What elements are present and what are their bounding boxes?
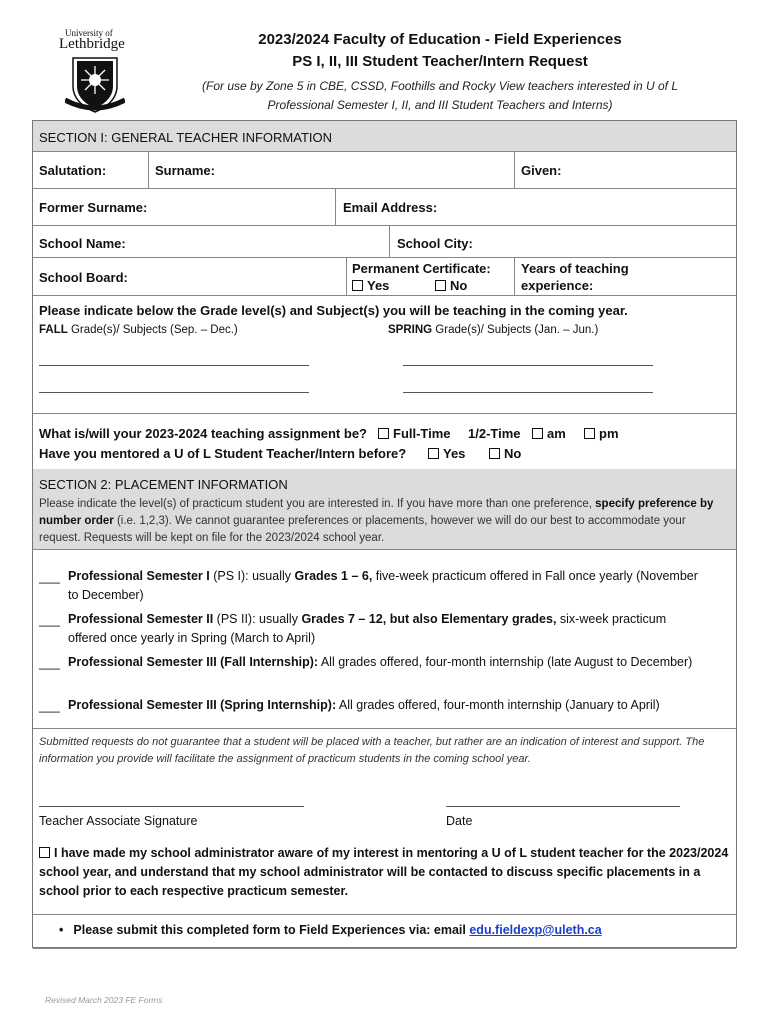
ps2-title: Professional Semester II: [68, 612, 214, 626]
admin-statement-text: I have made my school administrator aware of my interest in mentoring a U of L student teacher for the 2023/2024 school year, and understand that my school administrator will be contacted to discuss specific placements in a school prior to each respective practicum semester.: [39, 846, 729, 898]
ps3-spring-option: [68, 696, 708, 715]
ps2-grades: Grades 7 – 12, but also Elementary grades,: [301, 612, 557, 626]
intro-emphasis: specify preference by number order: [39, 498, 714, 527]
mentored-no-label: No: [504, 446, 522, 461]
usage-note-line1: (For use by Zone 5 in CBE, CSSD, Foothills and Rocky View teachers interested in U of L: [202, 79, 678, 93]
crest-icon: [65, 56, 125, 114]
ps3-spring-title: Professional Semester III (Spring Internship):: [68, 698, 337, 712]
intro-text-a: Please indicate the level(s) of practicum student you are interested in. If you have more than one preference,: [39, 498, 596, 510]
spring-grades-label: [388, 324, 598, 336]
ps2-details: six-week practicum offered once yearly in Spring (March to April): [68, 612, 667, 645]
ps1-details: five-week practicum offered in Fall once yearly (November to December): [68, 569, 698, 602]
school-city-field[interactable]: School City:: [397, 236, 473, 251]
ps1-blank[interactable]: ___: [39, 570, 60, 584]
ps3-fall-blank[interactable]: ___: [39, 656, 60, 670]
date-line[interactable]: [446, 806, 680, 807]
checkbox-icon[interactable]: [532, 428, 543, 439]
spring-label: SPRING: [388, 324, 433, 336]
fall-grades-label: [39, 324, 238, 336]
form-title: 2023/2024 Faculty of Education - Field Experiences: [258, 31, 622, 48]
certificate-no-option[interactable]: [435, 278, 467, 293]
fall-line-2[interactable]: [39, 392, 309, 393]
signature-line[interactable]: [39, 806, 304, 807]
section2-heading: SECTION 2: PLACEMENT INFORMATION: [39, 477, 288, 492]
full-time-option[interactable]: [378, 426, 451, 441]
fall-label: FALL: [39, 324, 68, 336]
ps3-spring-blank[interactable]: ___: [39, 699, 60, 713]
logo-lethbridge: Lethbridge: [59, 36, 125, 52]
pm-option[interactable]: [584, 426, 619, 441]
request-form: [32, 120, 737, 948]
checkbox-icon[interactable]: [352, 280, 363, 291]
given-name-field[interactable]: Given:: [521, 163, 562, 178]
ps3-fall-option: [68, 653, 708, 672]
permanent-certificate-label: Permanent Certificate:: [352, 261, 491, 276]
placement-disclaimer: Submitted requests do not guarantee that a student will be placed with a teacher, but rather are an indication of interest and support. The information you provide will facilitate the assignment of practicum students in the coming school year.: [39, 736, 705, 765]
ps1-text: (PS I): usually: [209, 569, 295, 583]
checkbox-icon[interactable]: [378, 428, 389, 439]
checkbox-icon[interactable]: [489, 448, 500, 459]
mentored-question: Have you mentored a U of L Student Teacher/Intern before?: [39, 446, 407, 461]
bullet-icon: •: [59, 923, 64, 937]
former-surname-field[interactable]: Former Surname:: [39, 200, 148, 215]
intro-text-c: (i.e. 1,2,3). We cannot guarantee preferences or placements, however we will do our best to accommodate your request. Requests will be kept on file for the 2023/2024 school year.: [39, 515, 686, 544]
email-field[interactable]: Email Address:: [343, 200, 438, 215]
surname-field[interactable]: Surname:: [155, 163, 215, 178]
spring-line-2[interactable]: [403, 392, 653, 393]
form-usage-note: [150, 77, 730, 115]
spring-line-1[interactable]: [403, 365, 653, 366]
admin-statement: [39, 844, 734, 901]
checkbox-icon[interactable]: [584, 428, 595, 439]
school-board-field[interactable]: School Board:: [39, 270, 128, 285]
assignment-question: [39, 426, 367, 441]
ps2-text: (PS II): usually: [213, 612, 302, 626]
full-time-label: Full-Time: [393, 426, 451, 441]
ps3-fall-details: All grades offered, four-month internship (late August to December): [318, 655, 693, 669]
half-time-label: 1/2-Time: [468, 426, 521, 441]
certificate-yes-label: Yes: [367, 278, 390, 293]
fall-range: Grade(s)/ Subjects (Sep. – Dec.): [67, 324, 238, 336]
school-name-field[interactable]: School Name:: [39, 236, 126, 251]
am-option[interactable]: [532, 426, 566, 441]
revision-footer: Revised March 2023 FE Forms: [45, 995, 163, 1005]
section1-heading: SECTION I: GENERAL TEACHER INFORMATION: [39, 130, 333, 145]
section2-intro: [39, 496, 729, 547]
assignment-question-text: What is/will your 2023-2024 teaching assignment be?: [39, 426, 367, 441]
fall-line-1[interactable]: [39, 365, 309, 366]
date-label: Date: [446, 814, 473, 828]
years-teaching-field[interactable]: experience:: [521, 278, 594, 293]
submit-email-link[interactable]: edu.fieldexp@uleth.ca: [469, 923, 602, 937]
certificate-yes-option[interactable]: [352, 278, 389, 293]
mentored-no-option[interactable]: [489, 446, 521, 461]
mentored-yes-label: Yes: [443, 446, 466, 461]
mentored-yes-option[interactable]: [428, 446, 465, 461]
certificate-no-label: No: [450, 278, 468, 293]
salutation-field[interactable]: Salutation:: [39, 163, 107, 178]
ps2-blank[interactable]: ___: [39, 613, 60, 627]
checkbox-icon[interactable]: [435, 280, 446, 291]
ps1-title: Professional Semester I: [68, 569, 210, 583]
ps3-fall-title: Professional Semester III (Fall Internship):: [68, 655, 319, 669]
admin-checkbox-icon[interactable]: [39, 847, 50, 858]
spring-range: Grade(s)/ Subjects (Jan. – Jun.): [432, 324, 599, 336]
usage-note-line2: Professional Semester I, II, and III Student Teachers and Interns): [267, 98, 613, 112]
years-teaching-label-1: Years of teaching: [521, 261, 629, 276]
ps2-option: [68, 610, 708, 648]
submit-instructions: [59, 923, 602, 937]
form-subtitle: PS I, II, III Student Teacher/Intern Request: [292, 53, 588, 70]
am-label: am: [547, 426, 566, 441]
ps1-grades: Grades 1 – 6,: [294, 569, 373, 583]
university-logo: [55, 28, 135, 113]
ps1-option: [68, 567, 708, 605]
grade-subject-prompt: Please indicate below the Grade level(s) and Subject(s) you will be teaching in the coming year.: [39, 303, 628, 318]
checkbox-icon[interactable]: [428, 448, 439, 459]
ps3-spring-details: All grades offered, four-month internship (January to April): [336, 698, 660, 712]
signature-label: Teacher Associate Signature: [39, 814, 198, 828]
pm-label: pm: [599, 426, 619, 441]
logo-university-of: University of: [65, 28, 113, 38]
submit-text: Please submit this completed form to Field Experiences via: email: [73, 923, 470, 937]
